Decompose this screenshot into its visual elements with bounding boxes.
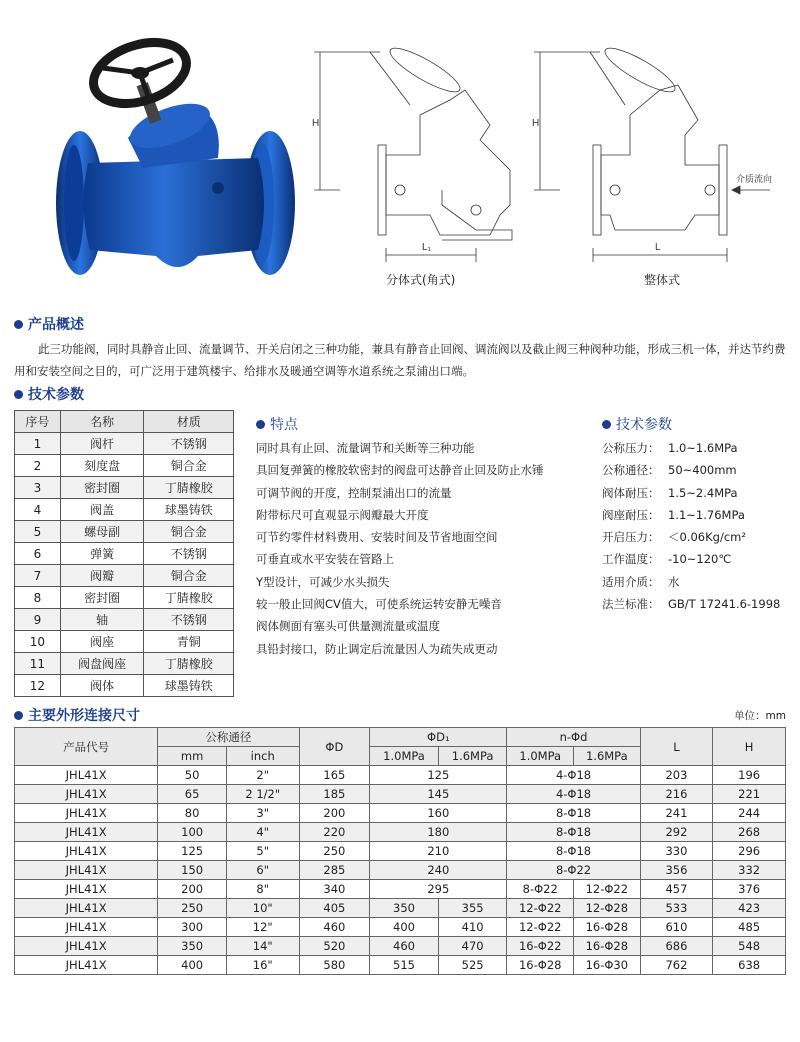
dim-H-left: H <box>312 118 320 129</box>
feature-item: 阀体侧面有塞头可供量测流量或温度 <box>256 619 440 634</box>
dims-nd-cell: 8-Φ18 <box>507 804 640 823</box>
parts-no-cell: 7 <box>15 565 61 587</box>
caption-split-type: 分体式(角式) <box>386 273 456 287</box>
table-row <box>15 899 786 918</box>
tech-param-key: 公称压力： <box>602 441 660 455</box>
valve-product-photo <box>48 28 298 288</box>
parts-no-cell: 12 <box>15 675 61 697</box>
dims-header-L: L <box>640 728 713 766</box>
table-row <box>15 455 234 477</box>
table-row <box>15 653 234 675</box>
dims-D1-p2-cell: 470 <box>438 937 507 956</box>
tech-section-heading <box>14 384 84 404</box>
parts-material-cell: 丁腈橡胶 <box>144 477 234 499</box>
parts-name-cell: 阀盘阀座 <box>60 653 144 675</box>
dims-D-cell: 405 <box>299 899 370 918</box>
dims-D1-cell: 145 <box>370 785 507 804</box>
tech-param-item <box>602 482 792 504</box>
dims-D-cell: 220 <box>299 823 370 842</box>
flow-direction-label: 介质流向 <box>736 175 773 185</box>
parts-material-cell: 不锈钢 <box>144 543 234 565</box>
dims-D1-p2-cell: 525 <box>438 956 507 975</box>
parts-no-cell: 9 <box>15 609 61 631</box>
tech-param-key: 公称通径： <box>602 463 660 478</box>
feature-item: 可垂直或水平安装在管路上 <box>256 552 394 567</box>
dims-nd-p2-cell: 16-Φ28 <box>574 918 641 937</box>
table-row <box>15 587 234 609</box>
dims-mm-cell: 400 <box>158 956 227 975</box>
dimension-table <box>14 727 786 975</box>
dims-mm-cell: 125 <box>158 842 227 861</box>
tech-param-item <box>602 504 792 526</box>
dims-mm-cell: 50 <box>158 766 227 785</box>
dims-code-cell: JHL41X <box>15 766 158 785</box>
dims-D1-cell: 160 <box>370 804 507 823</box>
table-row <box>15 766 786 785</box>
table-row <box>15 785 786 804</box>
dims-H-cell: 485 <box>713 918 786 937</box>
dims-mm-cell: 65 <box>158 785 227 804</box>
feature-item: 可节约零件材料费用、安装时间及节省地面空间 <box>256 530 498 545</box>
dims-header-inch: inch <box>226 747 299 766</box>
dims-header-code: 产品代号 <box>15 728 158 766</box>
table-row <box>15 565 234 587</box>
dims-D1-p1-cell: 515 <box>370 956 439 975</box>
dims-nd-p1-cell: 12-Φ22 <box>507 918 574 937</box>
dims-inch-cell: 2 1/2" <box>226 785 299 804</box>
dims-L-cell: 356 <box>640 861 713 880</box>
dims-D1-p2-cell: 410 <box>438 918 507 937</box>
tech-param-item <box>602 459 792 481</box>
table-row <box>15 631 234 653</box>
parts-header-row <box>15 411 234 433</box>
parts-name-cell: 阀杆 <box>60 433 144 455</box>
dims-mm-cell: 100 <box>158 823 227 842</box>
tech-section-heading-text: 技术参数 <box>28 387 84 403</box>
dims-inch-cell: 12" <box>226 918 299 937</box>
dims-nd-cell: 8-Φ18 <box>507 842 640 861</box>
dim-L1: L₁ <box>422 242 431 253</box>
dims-header-nd-p1: 1.0MPa <box>507 747 574 766</box>
dims-unit-label: 单位：mm <box>734 710 786 722</box>
dims-H-cell: 296 <box>713 842 786 861</box>
table-row <box>15 499 234 521</box>
table-row <box>15 804 786 823</box>
tech-param-value: 1.5~2.4MPa <box>668 485 738 500</box>
dims-header-D1-p2: 1.6MPa <box>438 747 507 766</box>
parts-material-cell: 铜合金 <box>144 455 234 477</box>
dims-D-cell: 460 <box>299 918 370 937</box>
parts-name-cell: 密封圈 <box>60 477 144 499</box>
dims-mm-cell: 350 <box>158 937 227 956</box>
table-row <box>15 861 786 880</box>
dims-L-cell: 292 <box>640 823 713 842</box>
table-row <box>15 918 786 937</box>
dims-nd-p1-cell: 16-Φ28 <box>507 956 574 975</box>
parts-material-cell: 球墨铸铁 <box>144 675 234 697</box>
parts-no-cell: 8 <box>15 587 61 609</box>
dims-code-cell: JHL41X <box>15 880 158 899</box>
parts-name-cell: 刻度盘 <box>60 455 144 477</box>
dims-inch-cell: 5" <box>226 842 299 861</box>
dims-L-cell: 610 <box>640 918 713 937</box>
bullet-dot-icon <box>14 711 23 720</box>
tech-param-key: 工作温度： <box>602 552 660 567</box>
feature-item: 具回复弹簧的橡胶软密封的阀盘可达静音止回及防止水锤 <box>256 463 544 478</box>
parts-name-cell: 阀体 <box>60 675 144 697</box>
dims-header-D: ΦD <box>299 728 370 766</box>
dims-header-row-1 <box>15 728 786 747</box>
dims-inch-cell: 3" <box>226 804 299 823</box>
parts-name-cell: 阀盖 <box>60 499 144 521</box>
table-row <box>15 937 786 956</box>
dims-inch-cell: 8" <box>226 880 299 899</box>
parts-no-cell: 1 <box>15 433 61 455</box>
dims-inch-cell: 14" <box>226 937 299 956</box>
dims-inch-cell: 16" <box>226 956 299 975</box>
dims-L-cell: 203 <box>640 766 713 785</box>
dims-inch-cell: 6" <box>226 861 299 880</box>
dims-H-cell: 332 <box>713 861 786 880</box>
parts-material-cell: 铜合金 <box>144 521 234 543</box>
dims-L-cell: 457 <box>640 880 713 899</box>
parts-header-no: 序号 <box>15 411 61 433</box>
dims-D1-p1-cell: 460 <box>370 937 439 956</box>
dims-nd-p1-cell: 12-Φ22 <box>507 899 574 918</box>
dims-L-cell: 241 <box>640 804 713 823</box>
tech-param-key: 阀体耐压： <box>602 485 660 500</box>
dims-mm-cell: 150 <box>158 861 227 880</box>
dims-D-cell: 285 <box>299 861 370 880</box>
parts-name-cell: 轴 <box>60 609 144 631</box>
dims-H-cell: 548 <box>713 937 786 956</box>
tech-param-value: -10~120℃ <box>668 552 732 567</box>
dims-D-cell: 340 <box>299 880 370 899</box>
dims-mm-cell: 80 <box>158 804 227 823</box>
tech-param-key: 法兰标准： <box>602 597 660 612</box>
dims-code-cell: JHL41X <box>15 785 158 804</box>
dims-inch-cell: 4" <box>226 823 299 842</box>
dims-nd-cell: 4-Φ18 <box>507 766 640 785</box>
dims-L-cell: 762 <box>640 956 713 975</box>
parts-material-table <box>14 410 234 697</box>
bullet-dot-icon <box>602 420 611 429</box>
dims-header-D1-p1: 1.0MPa <box>370 747 439 766</box>
bullet-dot-icon <box>14 320 23 329</box>
feature-item: Y型设计，可减少水头损失 <box>256 574 390 589</box>
dims-mm-cell: 200 <box>158 880 227 899</box>
dims-D1-cell: 180 <box>370 823 507 842</box>
dims-header-dn: 公称通径 <box>158 728 299 747</box>
dims-header-mm: mm <box>158 747 227 766</box>
dims-D-cell: 185 <box>299 785 370 804</box>
dims-inch-cell: 2" <box>226 766 299 785</box>
dims-D1-p1-cell: 400 <box>370 918 439 937</box>
dims-code-cell: JHL41X <box>15 804 158 823</box>
table-row <box>15 609 234 631</box>
bullet-dot-icon <box>256 420 265 429</box>
dims-D1-p2-cell: 355 <box>438 899 507 918</box>
parts-no-cell: 5 <box>15 521 61 543</box>
parts-name-cell: 阀瓣 <box>60 565 144 587</box>
parts-name-cell: 密封圈 <box>60 587 144 609</box>
dim-L: L <box>655 242 661 253</box>
table-row <box>15 842 786 861</box>
feature-item: 同时具有止回、流量调节和关断等三种功能 <box>256 441 475 455</box>
tech-params-heading <box>602 414 672 434</box>
dims-code-cell: JHL41X <box>15 956 158 975</box>
valve-dimension-drawings <box>300 30 780 290</box>
feature-item: 较一般止回阀CV值大，可使系统运转安静无噪音 <box>256 597 502 612</box>
table-row <box>15 543 234 565</box>
parts-name-cell: 弹簧 <box>60 543 144 565</box>
parts-material-cell: 不锈钢 <box>144 609 234 631</box>
table-row <box>15 477 234 499</box>
dims-nd-cell: 8-Φ22 <box>507 861 640 880</box>
dims-header-H: H <box>713 728 786 766</box>
tech-param-value: 1.0~1.6MPa <box>668 441 738 455</box>
table-row <box>15 823 786 842</box>
parts-material-cell: 不锈钢 <box>144 433 234 455</box>
table-row <box>15 956 786 975</box>
parts-material-cell: 铜合金 <box>144 565 234 587</box>
parts-no-cell: 2 <box>15 455 61 477</box>
tech-param-item <box>602 526 792 548</box>
features-heading <box>256 414 298 434</box>
feature-item: 具铅封接口，防止调定后流量因人为疏失成更动 <box>256 641 498 656</box>
tech-param-value: GB/T 17241.6-1998 <box>668 597 781 612</box>
tech-param-value: ＜0.06Kg/cm² <box>668 530 746 545</box>
dims-code-cell: JHL41X <box>15 899 158 918</box>
dims-nd-p2-cell: 12-Φ22 <box>574 880 641 899</box>
dims-nd-p2-cell: 16-Φ28 <box>574 937 641 956</box>
dims-nd-p2-cell: 16-Φ30 <box>574 956 641 975</box>
dims-header-nd-p2: 1.6MPa <box>574 747 641 766</box>
tech-param-item <box>602 548 792 570</box>
tech-param-key: 适用介质： <box>602 574 660 589</box>
dims-D1-cell: 210 <box>370 842 507 861</box>
dims-nd-p1-cell: 8-Φ22 <box>507 880 574 899</box>
caption-integral-type: 整体式 <box>644 273 681 287</box>
parts-material-cell: 丁腈橡胶 <box>144 587 234 609</box>
table-row <box>15 880 786 899</box>
tech-params-heading-text: 技术参数 <box>616 417 672 433</box>
dims-H-cell: 638 <box>713 956 786 975</box>
feature-item: 可调节阀的开度，控制泵浦出口的流量 <box>256 485 452 500</box>
overview-heading-text: 产品概述 <box>28 317 84 333</box>
dims-code-cell: JHL41X <box>15 823 158 842</box>
parts-no-cell: 11 <box>15 653 61 675</box>
dims-code-cell: JHL41X <box>15 937 158 956</box>
parts-name-cell: 螺母副 <box>60 521 144 543</box>
feature-item: 附带标尺可直观显示阀瓣最大开度 <box>256 507 429 522</box>
tech-param-key: 阀座耐压： <box>602 507 660 522</box>
dims-L-cell: 533 <box>640 899 713 918</box>
dims-D1-cell: 240 <box>370 861 507 880</box>
overview-heading <box>14 314 84 334</box>
features-list <box>256 437 576 660</box>
dims-inch-cell: 10" <box>226 899 299 918</box>
parts-no-cell: 6 <box>15 543 61 565</box>
tech-param-value: 1.1~1.76MPa <box>668 507 745 522</box>
dims-code-cell: JHL41X <box>15 861 158 880</box>
dims-H-cell: 423 <box>713 899 786 918</box>
parts-material-cell: 球墨铸铁 <box>144 499 234 521</box>
dims-H-cell: 244 <box>713 804 786 823</box>
dims-L-cell: 330 <box>640 842 713 861</box>
dims-D-cell: 580 <box>299 956 370 975</box>
tech-param-item <box>602 437 792 459</box>
dims-D1-cell: 125 <box>370 766 507 785</box>
tech-param-item <box>602 593 792 615</box>
dims-H-cell: 268 <box>713 823 786 842</box>
parts-no-cell: 3 <box>15 477 61 499</box>
parts-no-cell: 4 <box>15 499 61 521</box>
tech-param-value: 50~400mm <box>668 463 737 478</box>
parts-material-cell: 丁腈橡胶 <box>144 653 234 675</box>
tech-params-list <box>602 437 792 615</box>
overview-paragraph: 此三功能阀，同时具静音止回、流量调节、开关启闭之三种功能，兼具有静音止回阀、调流阀以及截止阀三种阀种功能，形成三机一体，并达节约费用和安装空间之目的，可广泛用于建筑楼宇、给排水及暖通空调等水道系统之泵浦出口端。 <box>14 342 786 378</box>
dims-H-cell: 221 <box>713 785 786 804</box>
dims-code-cell: JHL41X <box>15 842 158 861</box>
tech-param-value: 水 <box>668 574 680 589</box>
parts-header-name: 名称 <box>60 411 144 433</box>
dims-heading <box>14 705 140 725</box>
dims-code-cell: JHL41X <box>15 918 158 937</box>
table-row <box>15 433 234 455</box>
dims-mm-cell: 300 <box>158 918 227 937</box>
parts-no-cell: 10 <box>15 631 61 653</box>
dims-header-D1: ΦD₁ <box>370 728 507 747</box>
dims-heading-text: 主要外形连接尺寸 <box>28 708 140 724</box>
parts-name-cell: 阀座 <box>60 631 144 653</box>
dim-H-right: H <box>532 118 540 129</box>
dims-D-cell: 200 <box>299 804 370 823</box>
parts-header-material: 材质 <box>144 411 234 433</box>
dims-L-cell: 686 <box>640 937 713 956</box>
table-row <box>15 675 234 697</box>
dims-nd-p1-cell: 16-Φ22 <box>507 937 574 956</box>
dims-D-cell: 520 <box>299 937 370 956</box>
features-heading-text: 特点 <box>270 417 298 433</box>
table-row <box>15 521 234 543</box>
dims-H-cell: 376 <box>713 880 786 899</box>
dims-header-nd: n-Φd <box>507 728 640 747</box>
bullet-dot-icon <box>14 390 23 399</box>
tech-param-item <box>602 571 792 593</box>
tech-param-key: 开启压力： <box>602 530 660 545</box>
dims-D-cell: 165 <box>299 766 370 785</box>
dims-L-cell: 216 <box>640 785 713 804</box>
parts-material-cell: 青铜 <box>144 631 234 653</box>
dims-nd-cell: 4-Φ18 <box>507 785 640 804</box>
dims-nd-p2-cell: 12-Φ28 <box>574 899 641 918</box>
dims-D1-p1-cell: 350 <box>370 899 439 918</box>
dims-H-cell: 196 <box>713 766 786 785</box>
dims-D-cell: 250 <box>299 842 370 861</box>
dims-mm-cell: 250 <box>158 899 227 918</box>
dims-nd-cell: 8-Φ18 <box>507 823 640 842</box>
dims-D1-cell: 295 <box>370 880 507 899</box>
